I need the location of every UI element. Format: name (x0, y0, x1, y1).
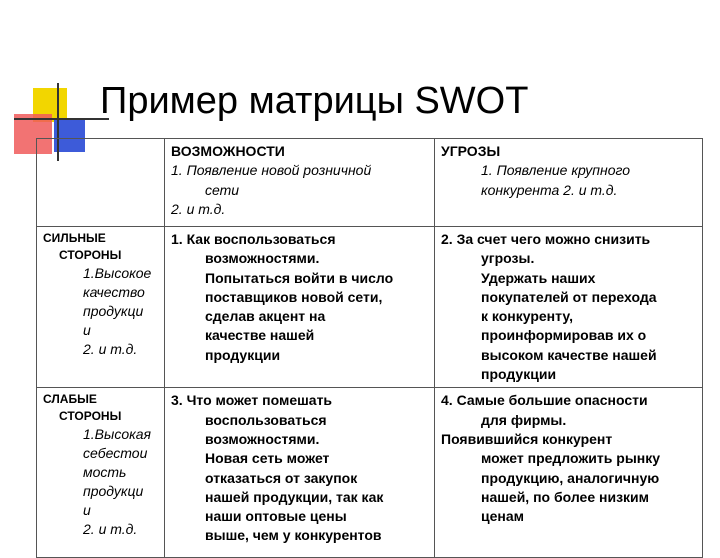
opportunities-header-cell (165, 139, 435, 227)
row-sub-line: 2. и т.д. (83, 341, 138, 357)
cell-line: к конкуренту, (481, 308, 573, 325)
cell-line: высоком качестве нашей (481, 346, 657, 363)
cell-line: 3. Что может помешать (171, 392, 333, 409)
cell-line: Попытаться войти в число (205, 269, 394, 286)
cell-line: сделав акцент на (205, 308, 326, 325)
row-label: СТОРОНЫ (59, 248, 122, 262)
row-label: СИЛЬНЫЕ (43, 231, 106, 245)
threats-line: конкурента 2. и т.д. (481, 181, 618, 198)
cell-line: Удержать наших (481, 269, 596, 286)
cell-line: продукцию, аналогичную (481, 469, 660, 486)
cell-line: угрозы. (481, 250, 535, 267)
row-sub-line: 1.Высокое (83, 265, 152, 281)
swot-matrix-table (36, 138, 703, 558)
cell-line: ценам (481, 508, 524, 525)
row-sub-line: продукци (83, 483, 144, 500)
cell-line: проинформировав их о (481, 327, 647, 344)
table-header-row (37, 139, 703, 227)
row-sub-line: себестои (83, 445, 148, 462)
cell-line: Появившийся конкурент (441, 430, 613, 447)
threats-line: 1. Появление крупного (481, 162, 631, 179)
cell-line: покупателей от перехода (481, 288, 657, 305)
cell-line: 1. Как воспользоваться (171, 231, 336, 247)
strengths-label-cell (37, 227, 165, 388)
slide-title: Пример матрицы SWOT (100, 80, 529, 122)
strengths-opportunities-cell (165, 227, 435, 388)
row-sub-line: продукци (83, 303, 144, 319)
row-sub-line: и (83, 322, 91, 338)
row-sub-line: качество (83, 284, 145, 300)
cell-line: 2. За счет чего можно снизить (441, 231, 651, 247)
row-sub-line: и (83, 502, 91, 519)
strengths-threats-cell (435, 227, 703, 388)
weaknesses-opportunities-cell (165, 388, 435, 558)
cell-line: продукции (481, 366, 557, 383)
opportunities-heading: ВОЗМОЖНОСТИ (171, 143, 285, 159)
cell-line: воспользоваться (205, 411, 327, 428)
weaknesses-row (37, 388, 703, 558)
cell-line: 4. Самые большие опасности (441, 392, 648, 409)
cell-line: наши оптовые цены (205, 508, 347, 525)
row-sub-line: 1.Высокая (83, 426, 151, 443)
threats-heading: УГРОЗЫ (441, 143, 501, 159)
cell-line: возможностями. (205, 250, 320, 267)
opportunities-line: 2. и т.д. (171, 200, 226, 217)
decor-horizontal-line (14, 118, 109, 120)
cell-line: Новая сеть может (205, 450, 330, 467)
empty-corner-cell (37, 139, 165, 227)
cell-line: нашей, по более низким (481, 488, 649, 505)
cell-line: отказаться от закупок (205, 469, 358, 486)
cell-line: для фирмы. (481, 411, 567, 428)
weaknesses-threats-cell (435, 388, 703, 558)
cell-line: качестве нашей (205, 327, 315, 344)
weaknesses-label-cell (37, 388, 165, 558)
row-sub-line: мость (83, 464, 127, 481)
cell-line: продукции (205, 346, 281, 363)
row-label: СЛАБЫЕ (43, 392, 97, 407)
threats-header-cell (435, 139, 703, 227)
cell-line: поставщиков новой сети, (205, 288, 383, 305)
cell-line: возможностями. (205, 430, 320, 447)
opportunities-line: 1. Появление новой розничной (171, 162, 372, 179)
cell-line: может предложить рынку (481, 450, 661, 467)
cell-line: нашей продукции, так как (205, 488, 384, 505)
row-label: СТОРОНЫ (59, 409, 122, 424)
opportunities-line: сети (205, 181, 240, 198)
strengths-row (37, 227, 703, 388)
cell-line: выше, чем у конкурентов (205, 527, 382, 544)
row-sub-line: 2. и т.д. (83, 521, 138, 538)
